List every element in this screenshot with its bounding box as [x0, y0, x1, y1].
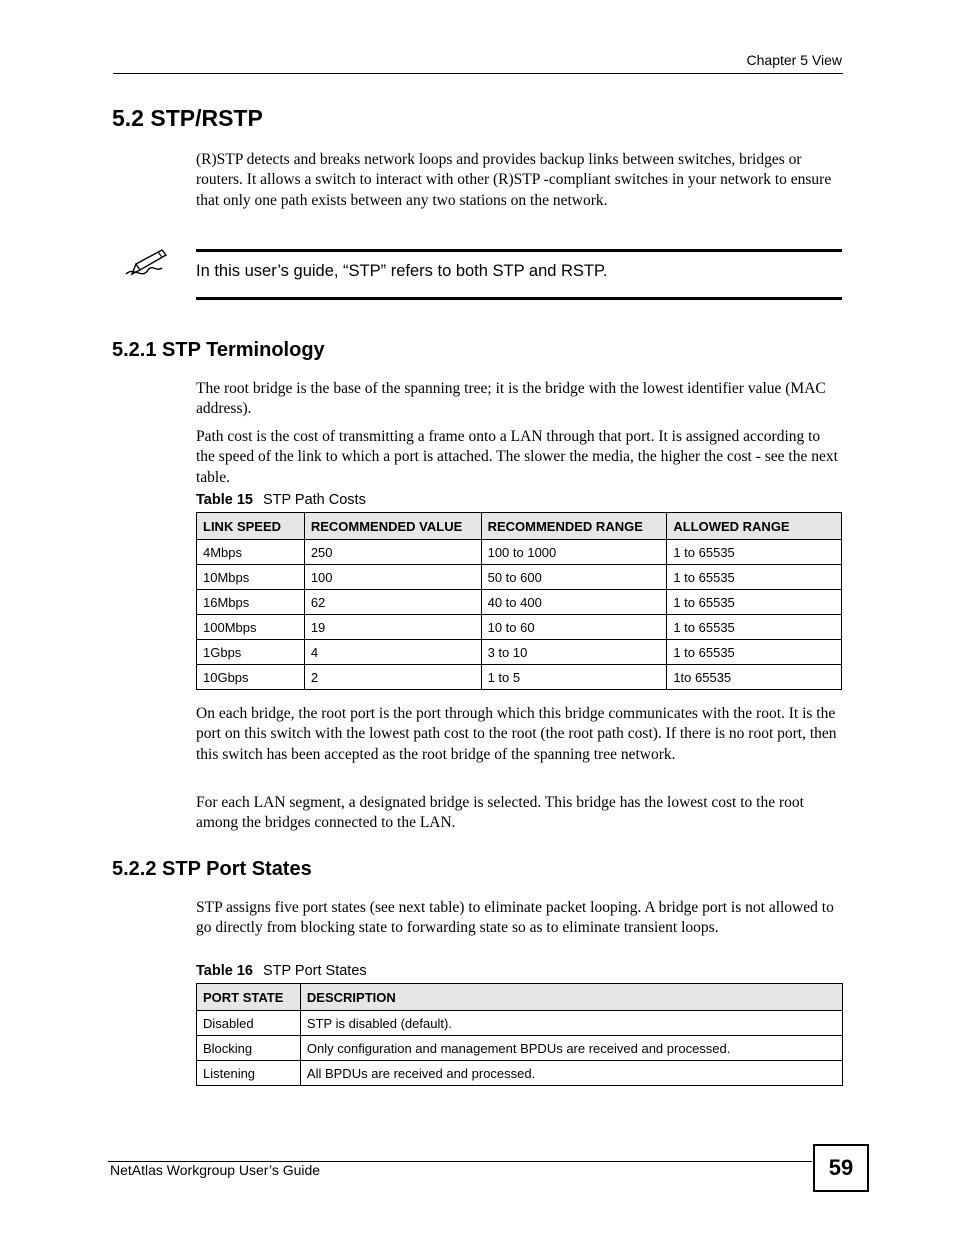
- table15-caption: [196, 492, 366, 508]
- table-cell: 1 to 65535: [667, 565, 842, 590]
- footer-guide-title: NetAtlas Workgroup User’s Guide: [110, 1162, 321, 1178]
- table-header-row: [197, 984, 843, 1011]
- table-cell: All BPDUs are received and processed.: [300, 1061, 842, 1086]
- table-cell: 10Gbps: [197, 665, 305, 690]
- table-row: [197, 590, 842, 615]
- table-cell: Disabled: [197, 1011, 301, 1036]
- table-cell: 16Mbps: [197, 590, 305, 615]
- table-row: [197, 615, 842, 640]
- terminology-paragraph-4: For each LAN segment, a designated bridge is selected. This bridge has the lowest cost to the root among the bridges connected to the LAN.: [196, 794, 804, 832]
- chapter-header: Chapter 5 View: [746, 52, 842, 68]
- table-cell: STP is disabled (default).: [300, 1011, 842, 1036]
- table15-label: Table 15: [196, 492, 253, 508]
- table16-title: STP Port States: [262, 963, 367, 979]
- column-header: RECOMMENDED VALUE: [304, 513, 481, 540]
- table-cell: 100: [304, 565, 481, 590]
- table-row: [197, 640, 842, 665]
- table16-label: Table 16: [196, 963, 253, 979]
- column-header: LINK SPEED: [197, 513, 305, 540]
- table-cell: Blocking: [197, 1036, 301, 1061]
- table-cell: 10 to 60: [481, 615, 667, 640]
- table-row: [197, 665, 842, 690]
- table-cell: 1 to 65535: [667, 615, 842, 640]
- table-cell: 1 to 5: [481, 665, 667, 690]
- table-cell: 50 to 600: [481, 565, 667, 590]
- table-cell: 100 to 1000: [481, 540, 667, 565]
- table-cell: 4: [304, 640, 481, 665]
- terminology-heading: 5.2.1 STP Terminology: [112, 339, 325, 361]
- note-pencil-icon: [122, 244, 174, 284]
- table-row: [197, 1061, 843, 1086]
- terminology-paragraph-2: Path cost is the cost of transmitting a frame onto a LAN through that port. It is assigned according to the speed of the link to which a port is attached. The slower the media, the higher the cost - see the next table.: [196, 428, 838, 486]
- page-number: 59: [813, 1144, 869, 1192]
- intro-paragraph: (R)STP detects and breaks network loops and provides backup links between switches, bridges or routers. It allows a switch to interact with other (R)STP -compliant switches in your network to ensure that only one path exists between any two stations on the network.: [196, 151, 832, 209]
- note-top-rule: [196, 249, 842, 252]
- table-row: [197, 540, 842, 565]
- section-heading: 5.2 STP/RSTP: [112, 105, 263, 131]
- column-header: DESCRIPTION: [300, 984, 842, 1011]
- column-header: ALLOWED RANGE: [667, 513, 842, 540]
- header-rule: [113, 73, 843, 74]
- note-bottom-rule: [196, 297, 842, 300]
- table-cell: 1Gbps: [197, 640, 305, 665]
- terminology-paragraph-1: The root bridge is the base of the spanning tree; it is the bridge with the lowest identifier value (MAC address).: [196, 380, 826, 418]
- table-cell: 250: [304, 540, 481, 565]
- table-cell: 40 to 400: [481, 590, 667, 615]
- table-cell: 1 to 65535: [667, 640, 842, 665]
- table-cell: Listening: [197, 1061, 301, 1086]
- table-cell: 3 to 10: [481, 640, 667, 665]
- table-cell: 1to 65535: [667, 665, 842, 690]
- table-cell: 1 to 65535: [667, 590, 842, 615]
- table-cell: 62: [304, 590, 481, 615]
- table-row: [197, 565, 842, 590]
- table-cell: 19: [304, 615, 481, 640]
- table15-title: STP Path Costs: [262, 492, 366, 508]
- table-header-row: [197, 513, 842, 540]
- terminology-paragraph-3: On each bridge, the root port is the port through which this bridge communicates with the root. It is the port on this switch with the lowest path cost to the root (the root path cost). If there is no root port, then this switch has been accepted as the root bridge of the spanning tree network.: [196, 705, 837, 763]
- column-header: RECOMMENDED RANGE: [481, 513, 667, 540]
- table-row: [197, 1011, 843, 1036]
- port-states-paragraph: STP assigns five port states (see next table) to eliminate packet looping. A bridge port is not allowed to go directly from blocking state to forwarding state so as to eliminate transient loops.: [196, 899, 834, 937]
- table-row: [197, 1036, 843, 1061]
- table-cell: 1 to 65535: [667, 540, 842, 565]
- table-cell: 2: [304, 665, 481, 690]
- note-text: In this user’s guide, “STP” refers to both STP and RSTP.: [196, 262, 608, 280]
- table16-caption: [196, 963, 367, 979]
- table-cell: 100Mbps: [197, 615, 305, 640]
- stp-port-states-table: [196, 983, 843, 1086]
- column-header: PORT STATE: [197, 984, 301, 1011]
- stp-path-costs-table: [196, 512, 842, 690]
- table-cell: 10Mbps: [197, 565, 305, 590]
- port-states-heading: 5.2.2 STP Port States: [112, 858, 312, 880]
- table-cell: Only configuration and management BPDUs are received and processed.: [300, 1036, 842, 1061]
- table-cell: 4Mbps: [197, 540, 305, 565]
